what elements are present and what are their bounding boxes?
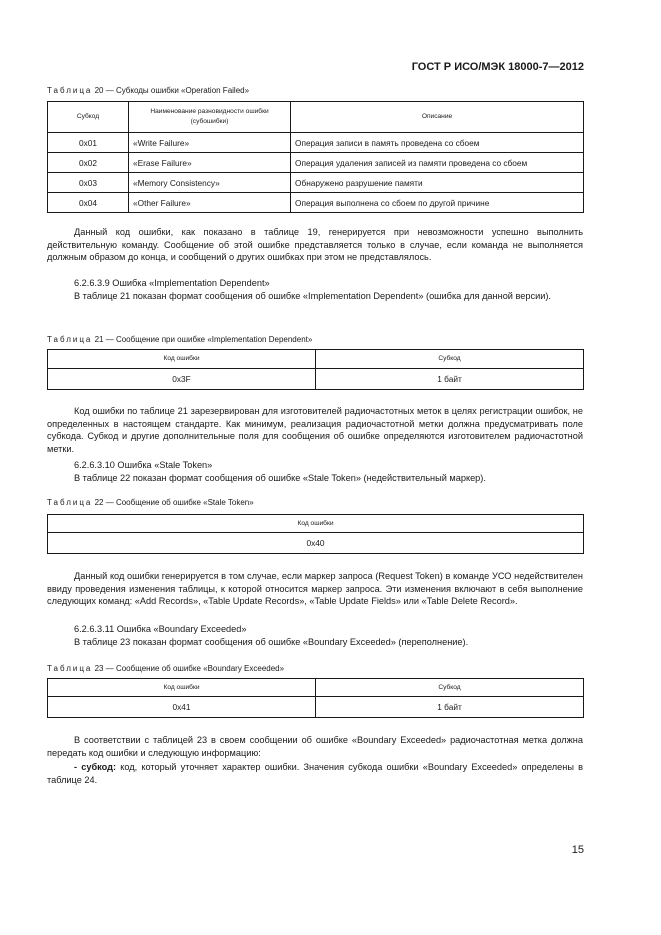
caption-text: 22 — Сообщение об ошибке «Stale Token»	[92, 498, 254, 507]
table-header-cell: Субкод	[316, 679, 584, 697]
paragraph: Данный код ошибки генерируется в том случае, если маркер запроса (Request Token) в команде УСО недействителен ввиду проведения изменения таблицы, к которой относится маркер запроса. Эти изменения включают в себя выполнение следующих команд: «Add Records», «Table Update Records», «Table Update Fields» или «Table Delete Record».	[47, 571, 583, 607]
caption-text: 23 — Сообщение об ошибке «Boundary Exceeded»	[92, 664, 285, 673]
table-header-cell: Наименование разновидности ошибки (субошибки)	[129, 102, 291, 133]
table-row	[48, 133, 584, 153]
description-cell: Операция записи в память проведена со сбоем	[291, 133, 584, 153]
table-20	[47, 101, 584, 213]
caption-text: 20 — Субкоды ошибки «Operation Failed»	[92, 86, 250, 95]
table-21	[47, 349, 584, 390]
error-code-cell: 0x40	[48, 533, 584, 554]
caption-prefix: Таблица	[47, 86, 93, 95]
definition-item	[47, 761, 583, 786]
subcode-cell: 0x01	[48, 133, 129, 153]
table-21-caption	[47, 335, 312, 344]
document-header: ГОСТ Р ИСО/МЭК 18000-7—2012	[411, 61, 584, 73]
table-row	[48, 153, 584, 173]
table-row	[48, 533, 584, 554]
table-23	[47, 678, 584, 718]
subcode-cell: 0x02	[48, 153, 129, 173]
paragraph: Код ошибки по таблице 21 зарезервирован для изготовителей радиочастотных меток в целях регистрации ошибок, не определенных в настоящем стандарте. Как минимум, реализация радиочастотной метки должна предусматривать поле субкода. Субкод и другие дополнительные поля для сообщения об ошибке определяются изготовителем радиочастотной метки.	[47, 406, 583, 454]
caption-text: 21 — Сообщение при ошибке «Implementation Dependent»	[92, 335, 313, 344]
error-name-cell: «Other Failure»	[129, 193, 291, 213]
paragraph: В таблице 23 показан формат сообщения об ошибке «Boundary Exceeded» (переполнение).	[74, 637, 469, 647]
table-23-caption	[47, 664, 284, 673]
paragraph: В таблице 21 показан формат сообщения об ошибке «Implementation Dependent» (ошибка для данной версии).	[74, 291, 551, 301]
subcode-cell: 0x04	[48, 193, 129, 213]
table-header-cell: Субкод	[316, 350, 584, 369]
caption-prefix: Таблица	[47, 335, 93, 344]
table-22-caption	[47, 498, 254, 507]
table-header-row	[48, 515, 584, 533]
table-header-row	[48, 679, 584, 697]
description-cell: Обнаружено разрушение памяти	[291, 173, 584, 193]
caption-prefix: Таблица	[47, 664, 93, 673]
table-22	[47, 514, 584, 554]
section-heading: 6.2.6.3.10 Ошибка «Stale Token»	[74, 460, 213, 470]
page-number: 15	[571, 844, 584, 856]
paragraph: В соответствии с таблицей 23 в своем сообщении об ошибке «Boundary Exceeded» радиочастотная метка должна передать код ошибки и следующую информацию:	[47, 735, 583, 758]
table-20-caption	[47, 86, 249, 95]
error-name-cell: «Write Failure»	[129, 133, 291, 153]
caption-prefix: Таблица	[47, 498, 93, 507]
section-heading: 6.2.6.3.11 Ошибка «Boundary Exceeded»	[74, 624, 247, 634]
term-definition: код, который уточняет характер ошибки. Значения субкода ошибки «Boundary Exceeded» определены в таблице 24.	[47, 762, 584, 785]
description-cell: Операция выполнена со сбоем по другой причине	[291, 193, 584, 213]
table-header-cell: Код ошибки	[48, 350, 316, 369]
table-header-cell: Код ошибки	[48, 515, 584, 533]
table-header-row	[48, 350, 584, 369]
table-header-cell: Субкод	[48, 102, 129, 133]
paragraph: Данный код ошибки, как показано в таблице 19, генерируется при невозможности успешно выполнить действительную команду. Сообщение об этой ошибке представляется только в случае, если команда не выполняется должным образом до конца, и сообщений о других ошибках при этом не представлялось.	[47, 227, 583, 263]
table-row	[48, 193, 584, 213]
table-row	[48, 697, 584, 718]
table-header-cell: Описание	[291, 102, 584, 133]
table-header-row	[48, 102, 584, 133]
table-header-cell: Код ошибки	[48, 679, 316, 697]
error-name-cell: «Erase Failure»	[129, 153, 291, 173]
subcode-cell: 1 байт	[316, 697, 584, 718]
table-row	[48, 173, 584, 193]
error-code-cell: 0x41	[48, 697, 316, 718]
table-row	[48, 369, 584, 390]
error-code-cell: 0x3F	[48, 369, 316, 390]
paragraph: В таблице 22 показан формат сообщения об ошибке «Stale Token» (недействительный маркер).	[74, 473, 486, 483]
subcode-cell: 0x03	[48, 173, 129, 193]
subcode-cell: 1 байт	[316, 369, 584, 390]
term-label: - субкод:	[74, 762, 117, 772]
description-cell: Операция удаления записей из памяти проведена со сбоем	[291, 153, 584, 173]
section-heading: 6.2.6.3.9 Ошибка «Implementation Dependent»	[74, 278, 270, 288]
error-name-cell: «Memory Consistency»	[129, 173, 291, 193]
